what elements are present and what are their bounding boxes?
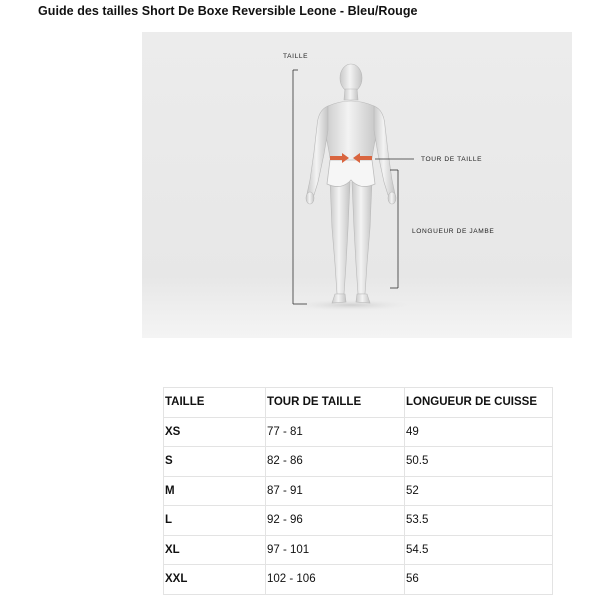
waist-label: TOUR DE TAILLE [421, 156, 483, 163]
thigh-length-cell: 52 [405, 476, 553, 506]
size-cell: XL [164, 535, 266, 565]
mannequin-body [306, 64, 396, 303]
header-thigh-length: LONGUEUR DE CUISSE [405, 388, 553, 418]
height-bracket [293, 70, 307, 304]
table-row [164, 506, 553, 536]
boxing-shorts [327, 160, 375, 187]
thigh-length-cell: 54.5 [405, 535, 553, 565]
waist-cell: 82 - 86 [266, 447, 405, 477]
table-row [164, 447, 553, 477]
waist-cell: 102 - 106 [266, 565, 405, 595]
thigh-length-cell: 53.5 [405, 506, 553, 536]
header-size: TAILLE [164, 388, 266, 418]
waist-cell: 92 - 96 [266, 506, 405, 536]
size-cell: XS [164, 417, 266, 447]
table-row [164, 535, 553, 565]
table-row [164, 476, 553, 506]
thigh-length-cell: 49 [405, 417, 553, 447]
table-row [164, 417, 553, 447]
thigh-length-cell: 56 [405, 565, 553, 595]
leg-length-label: LONGUEUR DE JAMBE [412, 228, 495, 235]
thigh-length-cell: 50.5 [405, 447, 553, 477]
size-cell: L [164, 506, 266, 536]
page-title: Guide des tailles Short De Boxe Reversible Leone - Bleu/Rouge [38, 4, 418, 18]
height-label: TAILLE [283, 53, 309, 60]
table-header-row [164, 388, 553, 418]
size-cell: M [164, 476, 266, 506]
waist-cell: 77 - 81 [266, 417, 405, 447]
floor-shadow [291, 299, 411, 311]
header-waist: TOUR DE TAILLE [266, 388, 405, 418]
waist-cell: 87 - 91 [266, 476, 405, 506]
size-cell: XXL [164, 565, 266, 595]
size-table [163, 387, 553, 595]
mannequin-illustration [142, 32, 572, 338]
size-cell: S [164, 447, 266, 477]
waist-cell: 97 - 101 [266, 535, 405, 565]
size-guide-figure [142, 32, 572, 338]
table-row [164, 565, 553, 595]
